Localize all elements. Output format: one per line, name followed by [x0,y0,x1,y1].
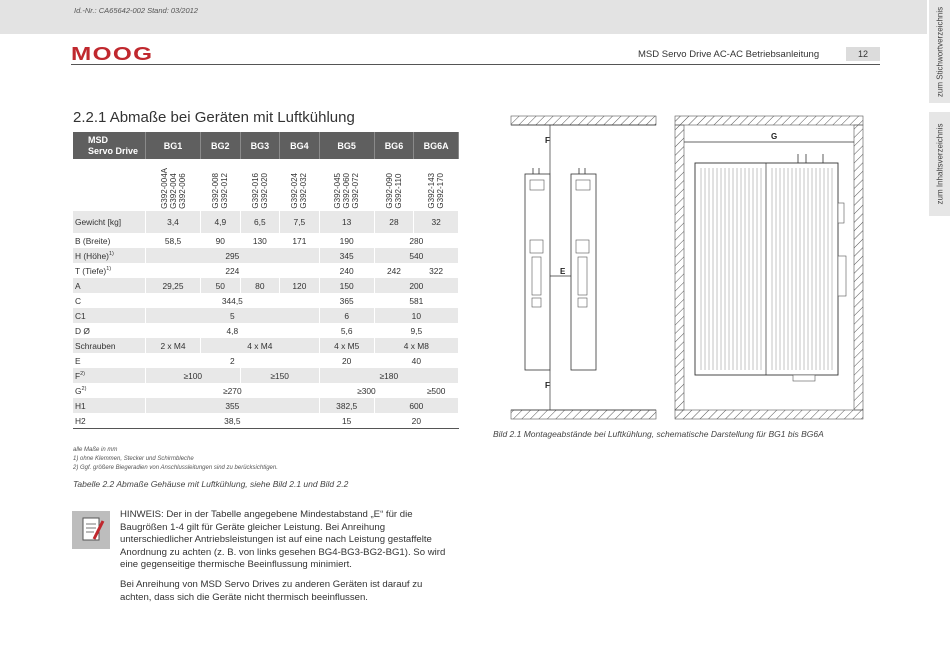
table-row [73,353,459,368]
table-cell: 280 [374,233,458,248]
row-label [73,413,146,429]
tab-keyword-index[interactable] [929,0,950,103]
dimensions-table [73,132,459,429]
table-cell: 120 [280,278,320,293]
column-header-bg1: BG1 [146,132,201,159]
table-cell: ≥500 [414,383,459,398]
row-label [73,278,146,293]
note-line: alle Maße in mm [73,447,118,453]
table-cell: 20 [319,353,374,368]
mounting-clearance-figure [493,108,873,426]
table-row [73,263,459,278]
table-caption: Tabelle 2.2 Abmaße Gehäuse mit Luftkühlung, siehe Bild 2.1 und Bild 2.2 [73,479,349,489]
note-line: 1) ohne Klemmen, Stecker und Schirmbleche [73,456,194,462]
table-cell: 600 [374,398,458,413]
row-label [73,338,146,353]
table-cell: 6,5 [240,211,280,233]
table-cell: 20 [374,413,458,429]
table-cell: 4,8 [146,323,320,338]
row-label-text: H1 [75,400,86,411]
page-number: 12 [846,47,880,61]
table-row [73,278,459,293]
table-cell: 242 [374,263,414,278]
column-header-bg2: BG2 [201,132,241,159]
table-cell: 3,4 [146,211,201,233]
row-label-text: A [75,280,81,291]
table-cell: 2 [146,353,320,368]
table-cell: 150 [319,278,374,293]
type-code: G392-090 [384,173,394,209]
type-designations [251,169,269,209]
table-cell: 190 [319,233,374,248]
table-row [73,413,459,429]
table-cell: 58,5 [146,233,201,248]
table-cell: ≥180 [319,368,458,383]
type-code: G392-170 [436,173,446,209]
column-header-bg3: BG3 [240,132,280,159]
table-cell: 240 [319,263,374,278]
type-code: G392-004 [168,173,178,209]
tab-keyword-index-label: zum Stichwortverzeichnis [935,6,944,97]
table-cell: 540 [374,248,458,263]
header-rule [71,64,880,65]
footnote-ref: 1) [106,265,112,272]
row-label-text: B (Breite) [75,235,111,246]
table-cell: ≥100 [146,368,241,383]
row-label-text: H (Höhe) [75,250,109,261]
type-code: G392-006 [177,173,187,209]
corner-line-1: MSD [88,134,108,145]
row-label [73,353,146,368]
table-cell: 345 [319,248,374,263]
table-cell: 32 [414,211,459,233]
table-cell: 4,9 [201,211,241,233]
table-cell: 80 [240,278,280,293]
row-label [73,248,146,263]
type-code: G392-072 [351,173,361,209]
type-code: G392-024 [290,173,300,209]
servo-drive-large [695,154,846,381]
dimension-e: E [560,267,566,276]
type-code: G392-004A [159,168,169,209]
column-header-bg5: BG5 [319,132,374,159]
note-icon [72,511,110,549]
dimension-g: G [771,132,778,141]
row-label-text: Schrauben [75,340,116,351]
servo-drive-small-2 [571,168,596,370]
table-cell: 7,5 [280,211,320,233]
type-designations [385,169,403,209]
row-label [73,323,146,338]
row-label [73,263,146,278]
table-row [73,233,459,248]
row-label-text: Gewicht [kg] [75,217,122,227]
type-code: G392-020 [259,173,269,209]
figure-caption: Bild 2.1 Montageabstände bei Luftkühlung, schematische Darstellung für BG1 bis BG6A [493,429,824,439]
top-bar [0,0,927,34]
type-code: G392-016 [250,173,260,209]
document-id: Id.-Nr.: CA65642-002 Stand: 03/2012 [74,6,198,15]
table-header-row [73,132,459,159]
table-cell: 15 [319,413,374,429]
table-row [73,248,459,263]
ceiling-hatch [511,116,656,125]
corner-line-2: Servo Drive [88,145,139,156]
floor-hatch-right [675,410,863,419]
dimension-f-bottom: F [545,381,550,390]
footnote-ref: 2) [80,370,86,377]
table-cell: 322 [414,263,459,278]
table-cell: 130 [240,233,280,248]
table-cell: 5,6 [319,323,374,338]
note-line: 2) Ggf. größere Biegeradien von Anschlussleitungen sind zu berücksichtigen. [73,465,278,471]
corner-header [73,132,146,159]
row-label [73,398,146,413]
table-cell: 171 [280,233,320,248]
row-label-text: T (Tiefe) [75,265,107,276]
table-cell: ≥150 [240,368,319,383]
type-code: G392-008 [211,173,221,209]
wall-hatch-right [854,125,863,410]
table-cell: 200 [374,278,458,293]
table-row [73,293,459,308]
type-code: G392-012 [220,173,230,209]
row-label [73,293,146,308]
row-label-text: C1 [75,310,86,321]
hint-paragraph-1: HINWEIS: Der in der Tabelle angegebene Mindestabstand „E“ für die Baugrößen 1-4 gilt für Geräte gleicher Leistung. Bei Anreihung unterschiedlicher Antriebsleistungen ist auf eine nach Leistung gestaffelte Anordnung zu achten (z. B. von links gesehen BG4-BG3-BG2-BG1). So wird eine gegenseitige thermische Beeinflussung minimiert. [120,509,446,571]
table-row [73,383,459,398]
row-label [73,233,146,248]
table-cell: 355 [146,398,320,413]
servo-drive-small-1 [525,168,550,370]
column-header-bg4: BG4 [280,132,320,159]
table-row [73,308,459,323]
column-header-bg6a: BG6A [414,132,459,159]
row-label [73,211,146,233]
table-cell: 50 [201,278,241,293]
type-code: G392-110 [393,174,403,209]
type-designations [427,169,445,209]
type-code: G392-045 [333,173,343,209]
table-cell: 29,25 [146,278,201,293]
type-designations [290,169,308,209]
table-cell: 4 x M4 [201,338,320,353]
table-row [73,323,459,338]
table-cell: ≥300 [319,383,414,398]
floor-hatch [511,410,656,419]
row-label-text: F [75,370,81,381]
footnote-ref: 1) [108,250,114,257]
table-cell: 4 x M5 [319,338,374,353]
column-header-bg6: BG6 [374,132,414,159]
table-cell: ≥270 [146,383,320,398]
row-label [73,383,146,398]
table-notes [73,446,278,473]
table-cell: 382,5 [319,398,374,413]
table-cell: 224 [146,263,320,278]
row-label-text: C [75,295,82,306]
table-cell: 9,5 [374,323,458,338]
table-cell: 344,5 [146,293,320,308]
moog-logo: MOOG [71,44,154,64]
row-label-text: D Ø [75,325,90,336]
side-navigation [927,0,950,672]
table-cell: 28 [374,211,414,233]
type-code: G392-143 [427,173,437,209]
row-label-text: E [75,355,81,366]
section-title: 2.2.1 Abmaße bei Geräten mit Luftkühlung [73,109,355,126]
table-cell: 38,5 [146,413,320,429]
hint-box [120,509,456,611]
table-cell: 2 x M4 [146,338,201,353]
table-cell: 295 [146,248,320,263]
table-row [73,338,459,353]
row-label [73,308,146,323]
table-cell: 10 [374,308,458,323]
footnote-ref: 2) [81,385,87,392]
dimension-f-top: F [545,136,550,145]
tab-table-of-contents[interactable] [929,112,950,216]
type-designations [211,169,229,209]
type-code: G392-032 [299,173,309,209]
table-cell: 13 [319,211,374,233]
row-label [73,368,146,383]
table-cell: 581 [374,293,458,308]
type-designations [333,169,360,209]
tab-table-of-contents-label: zum Inhaltsverzeichnis [935,123,944,205]
table-cell: 5 [146,308,320,323]
running-title: MSD Servo Drive AC-AC Betriebsanleitung [638,49,820,60]
table-cell: 4 x M8 [374,338,458,353]
table-row [73,398,459,413]
row-label-text: G [75,385,82,396]
table-cell: 365 [319,293,374,308]
ceiling-hatch-right [675,116,863,125]
wall-hatch-left [675,125,684,410]
type-code: G392-060 [342,173,352,209]
table-cell: 6 [319,308,374,323]
table-cell: 90 [201,233,241,248]
table-row [73,211,459,233]
table-cell: 40 [374,353,458,368]
row-label-text: H2 [75,415,86,426]
hint-paragraph-2: Bei Anreihung von MSD Servo Drives zu anderen Geräten ist darauf zu achten, dass sich die Geräte nicht thermisch beeinflussen. [120,578,423,603]
type-designation-row [73,159,459,211]
table-row [73,368,459,383]
type-designations [160,164,187,209]
